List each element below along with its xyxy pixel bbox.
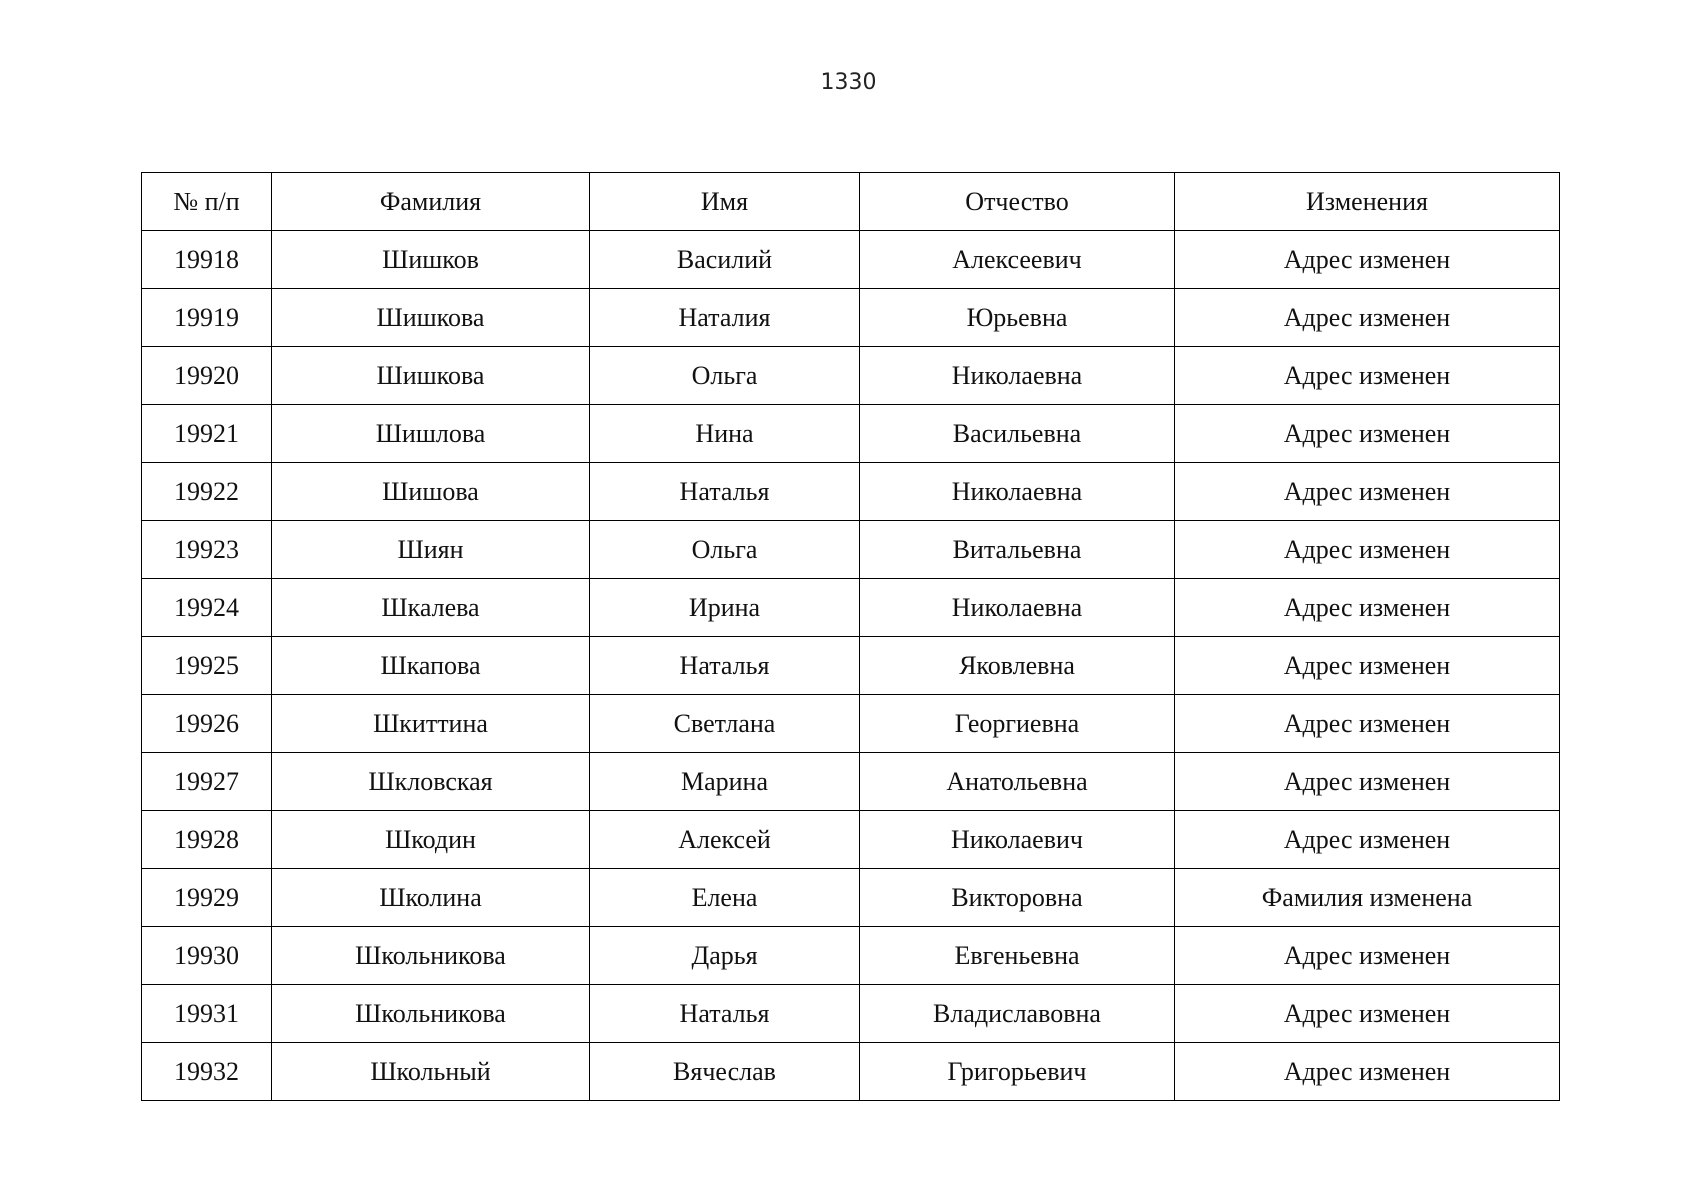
cell-changes: Адрес изменен [1175,231,1560,289]
cell-name: Ирина [590,579,860,637]
table-row [142,869,1560,927]
header-patronymic: Отчество [860,173,1175,231]
cell-patronymic: Викторовна [860,869,1175,927]
cell-surname: Шишкова [272,289,590,347]
cell-surname: Шишкова [272,347,590,405]
cell-name: Наталия [590,289,860,347]
cell-name: Марина [590,753,860,811]
cell-name: Наталья [590,463,860,521]
cell-name: Вячеслав [590,1043,860,1101]
cell-patronymic: Николаевна [860,347,1175,405]
cell-changes: Адрес изменен [1175,1043,1560,1101]
cell-patronymic: Евгеньевна [860,927,1175,985]
cell-surname: Шкодин [272,811,590,869]
cell-changes: Адрес изменен [1175,985,1560,1043]
cell-surname: Шкловская [272,753,590,811]
table-row [142,1043,1560,1101]
register-table [141,172,1560,1101]
cell-patronymic: Георгиевна [860,695,1175,753]
table-row [142,405,1560,463]
cell-surname: Шишков [272,231,590,289]
cell-number: 19930 [142,927,272,985]
cell-changes: Адрес изменен [1175,347,1560,405]
cell-changes: Адрес изменен [1175,753,1560,811]
cell-name: Наталья [590,637,860,695]
cell-number: 19927 [142,753,272,811]
cell-name: Алексей [590,811,860,869]
table-row [142,463,1560,521]
table-row [142,637,1560,695]
cell-surname: Шкалева [272,579,590,637]
table-row [142,927,1560,985]
cell-surname: Шкапова [272,637,590,695]
cell-number: 19918 [142,231,272,289]
cell-changes: Адрес изменен [1175,637,1560,695]
cell-number: 19924 [142,579,272,637]
cell-surname: Школьникова [272,985,590,1043]
cell-surname: Шишова [272,463,590,521]
cell-changes: Адрес изменен [1175,927,1560,985]
table-header-row [142,173,1560,231]
cell-patronymic: Николаевна [860,579,1175,637]
cell-number: 19920 [142,347,272,405]
cell-number: 19922 [142,463,272,521]
cell-patronymic: Николаевич [860,811,1175,869]
cell-number: 19931 [142,985,272,1043]
cell-number: 19932 [142,1043,272,1101]
cell-number: 19923 [142,521,272,579]
table-row [142,985,1560,1043]
cell-changes: Адрес изменен [1175,289,1560,347]
cell-changes: Фамилия изменена [1175,869,1560,927]
cell-number: 19928 [142,811,272,869]
cell-patronymic: Анатольевна [860,753,1175,811]
table-row [142,289,1560,347]
cell-number: 19925 [142,637,272,695]
cell-number: 19926 [142,695,272,753]
table-row [142,753,1560,811]
cell-surname: Шишлова [272,405,590,463]
header-number: № п/п [142,173,272,231]
page-number: 1330 [820,70,877,95]
cell-changes: Адрес изменен [1175,695,1560,753]
cell-name: Светлана [590,695,860,753]
header-name: Имя [590,173,860,231]
cell-surname: Школина [272,869,590,927]
table-row [142,347,1560,405]
cell-changes: Адрес изменен [1175,811,1560,869]
cell-name: Ольга [590,347,860,405]
header-surname: Фамилия [272,173,590,231]
cell-changes: Адрес изменен [1175,579,1560,637]
header-changes: Изменения [1175,173,1560,231]
cell-patronymic: Григорьевич [860,1043,1175,1101]
table-body [142,231,1560,1101]
cell-patronymic: Юрьевна [860,289,1175,347]
cell-number: 19929 [142,869,272,927]
table-row [142,695,1560,753]
cell-name: Василий [590,231,860,289]
table-row [142,231,1560,289]
cell-patronymic: Николаевна [860,463,1175,521]
cell-name: Елена [590,869,860,927]
table-row [142,811,1560,869]
cell-surname: Шиян [272,521,590,579]
cell-name: Ольга [590,521,860,579]
cell-changes: Адрес изменен [1175,521,1560,579]
cell-patronymic: Владиславовна [860,985,1175,1043]
cell-surname: Шкиттина [272,695,590,753]
cell-changes: Адрес изменен [1175,463,1560,521]
cell-number: 19919 [142,289,272,347]
cell-patronymic: Витальевна [860,521,1175,579]
cell-number: 19921 [142,405,272,463]
cell-patronymic: Алексеевич [860,231,1175,289]
cell-name: Наталья [590,985,860,1043]
cell-name: Нина [590,405,860,463]
table-row [142,579,1560,637]
cell-patronymic: Васильевна [860,405,1175,463]
cell-changes: Адрес изменен [1175,405,1560,463]
cell-surname: Школьный [272,1043,590,1101]
table-row [142,521,1560,579]
cell-patronymic: Яковлевна [860,637,1175,695]
cell-surname: Школьникова [272,927,590,985]
cell-name: Дарья [590,927,860,985]
